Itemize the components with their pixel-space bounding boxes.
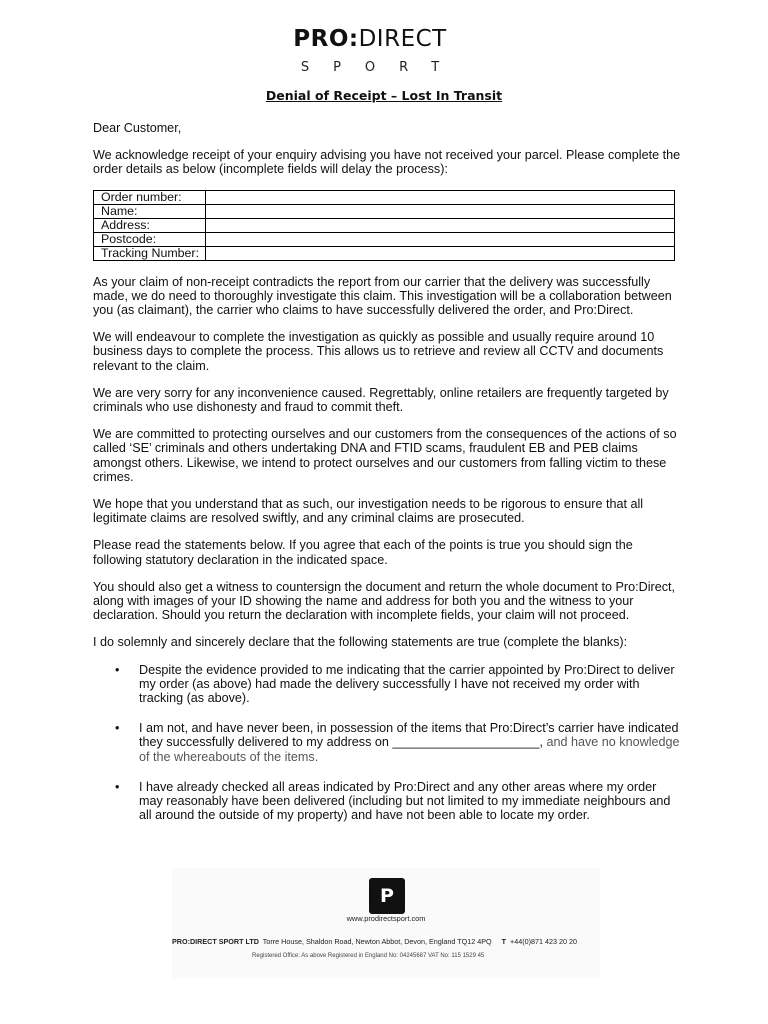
tracking-number-field[interactable]	[206, 246, 675, 260]
table-row	[94, 190, 675, 204]
name-field[interactable]	[206, 204, 675, 218]
footer-logo-icon	[369, 878, 405, 914]
paragraph-witness: You should also get a witness to countersign the document and return the whole document to Pro:Direct, along with images of your ID showing the name and address for both you and the witness to your declaration. Should you return the declaration with incomplete fields, your claim will not proceed.	[93, 579, 675, 623]
greeting: Dear Customer,	[93, 121, 182, 135]
footer-address-line	[172, 937, 600, 946]
paragraph-commitment: We are committed to protecting ourselves and our customers from the consequences of the actions of so called ‘SE’ criminals and others undertaking DNA and FTID scams, fraudulent EB and PEB claims amongst others. Likewise, we intend to protect ourselves and our customers from falling victim to these crimes.	[93, 427, 677, 484]
logo-wordmark-bold: PRO:	[293, 26, 359, 52]
paragraph-declaration: I do solemnly and sincerely declare that the following statements are true (complete the blanks):	[93, 635, 628, 650]
letterhead-footer	[172, 868, 600, 978]
paragraph-rigour: We hope that you understand that as such, our investigation needs to be rigorous to ensure that all legitimate claims are resolved swiftly, and any criminal claims are prosecuted.	[93, 497, 644, 526]
declaration-statements	[93, 663, 683, 823]
table-row	[94, 218, 675, 232]
order-number-field[interactable]	[206, 190, 675, 204]
statement-text-continued: and have no knowledge of the whereabouts of the items.	[139, 735, 680, 764]
table-row	[94, 204, 675, 218]
postcode-label: Postcode:	[94, 232, 206, 246]
logo-wordmark	[0, 26, 740, 52]
bullet-icon: •	[115, 779, 120, 794]
address-field[interactable]	[206, 218, 675, 232]
footer-address: Torre House, Shaldon Road, Newton Abbot, Devon, England TQ12 4PQ	[262, 937, 492, 946]
paragraph-claim: As your claim of non-receipt contradicts the report from our carrier that the delivery was successfully made, we do need to thoroughly investigate this claim. This investigation will be a collaboration between you (as claimant), the carrier who claims to have successfully delivered the order, and Pro:Direct.	[93, 274, 672, 318]
footer-phone-label: T	[501, 937, 506, 946]
list-item	[93, 663, 683, 706]
footer-company: PRO:DIRECT SPORT LTD	[172, 937, 259, 946]
footer-phone: +44(0)871 423 20 20	[510, 937, 577, 946]
name-label: Name:	[94, 204, 206, 218]
paragraph-instructions: Please read the statements below. If you agree that each of the points is true you should sign the following statutory declaration in the indicated space.	[93, 538, 633, 567]
list-item	[93, 780, 683, 823]
statement-text: Despite the evidence provided to me indicating that the carrier appointed by Pro:Direct to deliver my order (as above) had made the delivery successfully I have not received my order with tracking (as above).	[139, 662, 675, 706]
letter-body	[93, 121, 683, 839]
order-number-label: Order number:	[94, 190, 206, 204]
postcode-field[interactable]	[206, 232, 675, 246]
footer-website: www.prodirectsport.com	[346, 914, 426, 923]
intro-paragraph: We acknowledge receipt of your enquiry advising you have not received your parcel. Please complete the order details as below (incomplete fields will delay the process):	[93, 148, 681, 177]
tracking-number-label: Tracking Number:	[94, 246, 206, 260]
footer-logo-glyph: P	[380, 885, 394, 907]
brand-logo	[0, 26, 740, 75]
address-label: Address:	[94, 218, 206, 232]
statement-text: I am not, and have never been, in possession of the items that Pro:Direct’s carrier have indicated they successfully delivered to my address on _____________________,	[139, 721, 679, 750]
logo-wordmark-light: DIRECT	[358, 26, 447, 52]
statement-text: I have already checked all areas indicated by Pro:Direct and any other areas where my order may reasonably have been delivered (including but not limited to my immediate neighbours and all around the outside of my property) and have not been able to locate my order.	[139, 779, 671, 823]
bullet-icon: •	[115, 721, 120, 736]
document-title: Denial of Receipt – Lost In Transit	[265, 88, 503, 103]
order-details-table	[93, 190, 675, 261]
table-row	[94, 232, 675, 246]
paragraph-timeline: We will endeavour to complete the investigation as quickly as possible and usually require around 10 business days to complete the process. This allows us to retrieve and review all CCTV and documents relevant to the claim.	[93, 330, 664, 373]
bullet-icon: •	[115, 662, 120, 677]
logo-subtitle: SPORT	[300, 60, 464, 75]
table-row	[94, 246, 675, 260]
paragraph-apology: We are very sorry for any inconvenience caused. Regrettably, online retailers are frequently targeted by criminals who use dishonesty and fraud to commit theft.	[93, 385, 669, 415]
list-item	[93, 721, 683, 764]
footer-registration: Registered Office: As above Registered in England No: 04245687 VAT No: 115 1529 45	[252, 953, 485, 959]
